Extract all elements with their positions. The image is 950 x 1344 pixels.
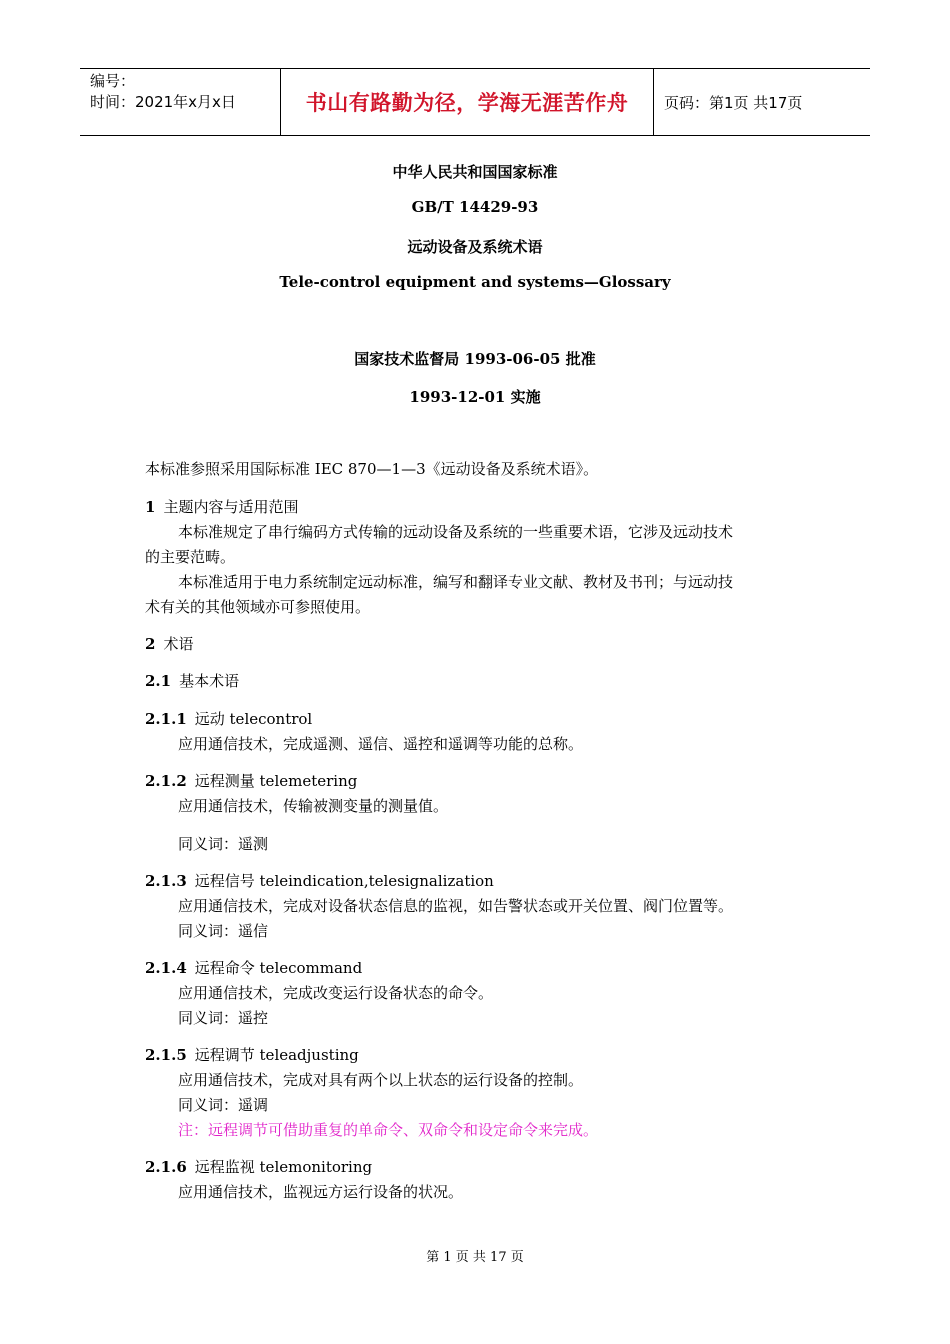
page-info: 页码：第1页 共17页 [664,93,803,112]
page-footer: 第 1 页 共 17 页 [426,1250,524,1265]
term-title: 远程测量 telemetering [194,772,358,790]
term-title: 远动 telecontrol [194,710,313,728]
intro-paragraph: 本标准参照采用国际标准 IEC 870—1—3《远动设备及系统术语》。 [145,460,599,478]
term-number: 2.1.5 [145,1046,187,1064]
motto: 书山有路勤为径，学海无涯苦作舟 [281,69,654,135]
section-number: 1 [145,498,156,516]
section-1-heading [145,495,298,519]
section-number: 2 [145,635,156,653]
term-title: 远程调节 teleadjusting [194,1046,359,1064]
section-title: 术语 [163,635,194,653]
paragraph-line: 本标准规定了串行编码方式传输的远动设备及系统的一些重要术语，它涉及远动技术 [178,523,734,541]
approval-line: 国家技术监督局 1993-06-05 批准 [354,350,596,368]
term-definition: 应用通信技术，监视远方运行设备的状况。 [178,1183,464,1201]
standard-code: GB/T 14429-93 [411,198,539,216]
term-number: 2.1.4 [145,959,187,977]
term-heading [145,956,362,980]
term-title: 远程信号 teleindication,telesignalization [194,872,494,890]
term-synonym: 同义词：遥信 [178,922,269,940]
section-title: 主题内容与适用范围 [163,498,299,516]
term-definition: 应用通信技术，传输被测变量的测量值。 [178,797,449,815]
term-heading [145,1155,372,1179]
term-heading [145,707,312,731]
standard-type-title: 中华人民共和国国家标准 [392,163,558,181]
term-number: 2.1.1 [145,710,187,728]
term-title: 远程监视 telemonitoring [194,1158,373,1176]
section-2-heading [145,632,193,656]
section-number: 2.1 [145,672,172,690]
term-note: 注：远程调节可借助重复的单命令、双命令和设定命令来完成。 [178,1121,599,1139]
implementation-line: 1993-12-01 实施 [409,388,541,406]
document-title-cn: 远动设备及系统术语 [407,238,543,256]
time-label: 时间：2021年x月x日 [90,93,236,111]
term-definition: 应用通信技术，完成遥测、遥信、遥控和遥调等功能的总称。 [178,735,584,753]
term-definition: 应用通信技术，完成对具有两个以上状态的运行设备的控制。 [178,1071,584,1089]
term-synonym: 同义词：遥测 [178,835,269,853]
section-title: 基本术语 [179,672,240,690]
term-synonym: 同义词：遥控 [178,1009,269,1027]
term-heading [145,1043,359,1067]
term-definition: 应用通信技术，完成对设备状态信息的监视，如告警状态或开关位置、阀门位置等。 [178,897,734,915]
term-title: 远程命令 telecommand [194,959,363,977]
paragraph-line: 本标准适用于电力系统制定远动标准，编写和翻译专业文献、教材及书刊；与远动技 [178,573,734,591]
term-heading [145,869,494,893]
term-number: 2.1.6 [145,1158,187,1176]
term-synonym: 同义词：遥调 [178,1096,269,1114]
page-header [80,68,870,136]
header-meta [80,69,281,135]
document-title-en: Tele-control equipment and systems—Glossary [279,273,671,291]
paragraph-line: 的主要范畴。 [145,548,236,566]
term-number: 2.1.2 [145,772,187,790]
section-2-1-heading [145,669,239,693]
number-label: 编号： [90,72,136,90]
term-definition: 应用通信技术，完成改变运行设备状态的命令。 [178,984,494,1002]
term-number: 2.1.3 [145,872,187,890]
paragraph-line: 术有关的其他领域亦可参照使用。 [145,598,371,616]
term-heading [145,769,357,793]
